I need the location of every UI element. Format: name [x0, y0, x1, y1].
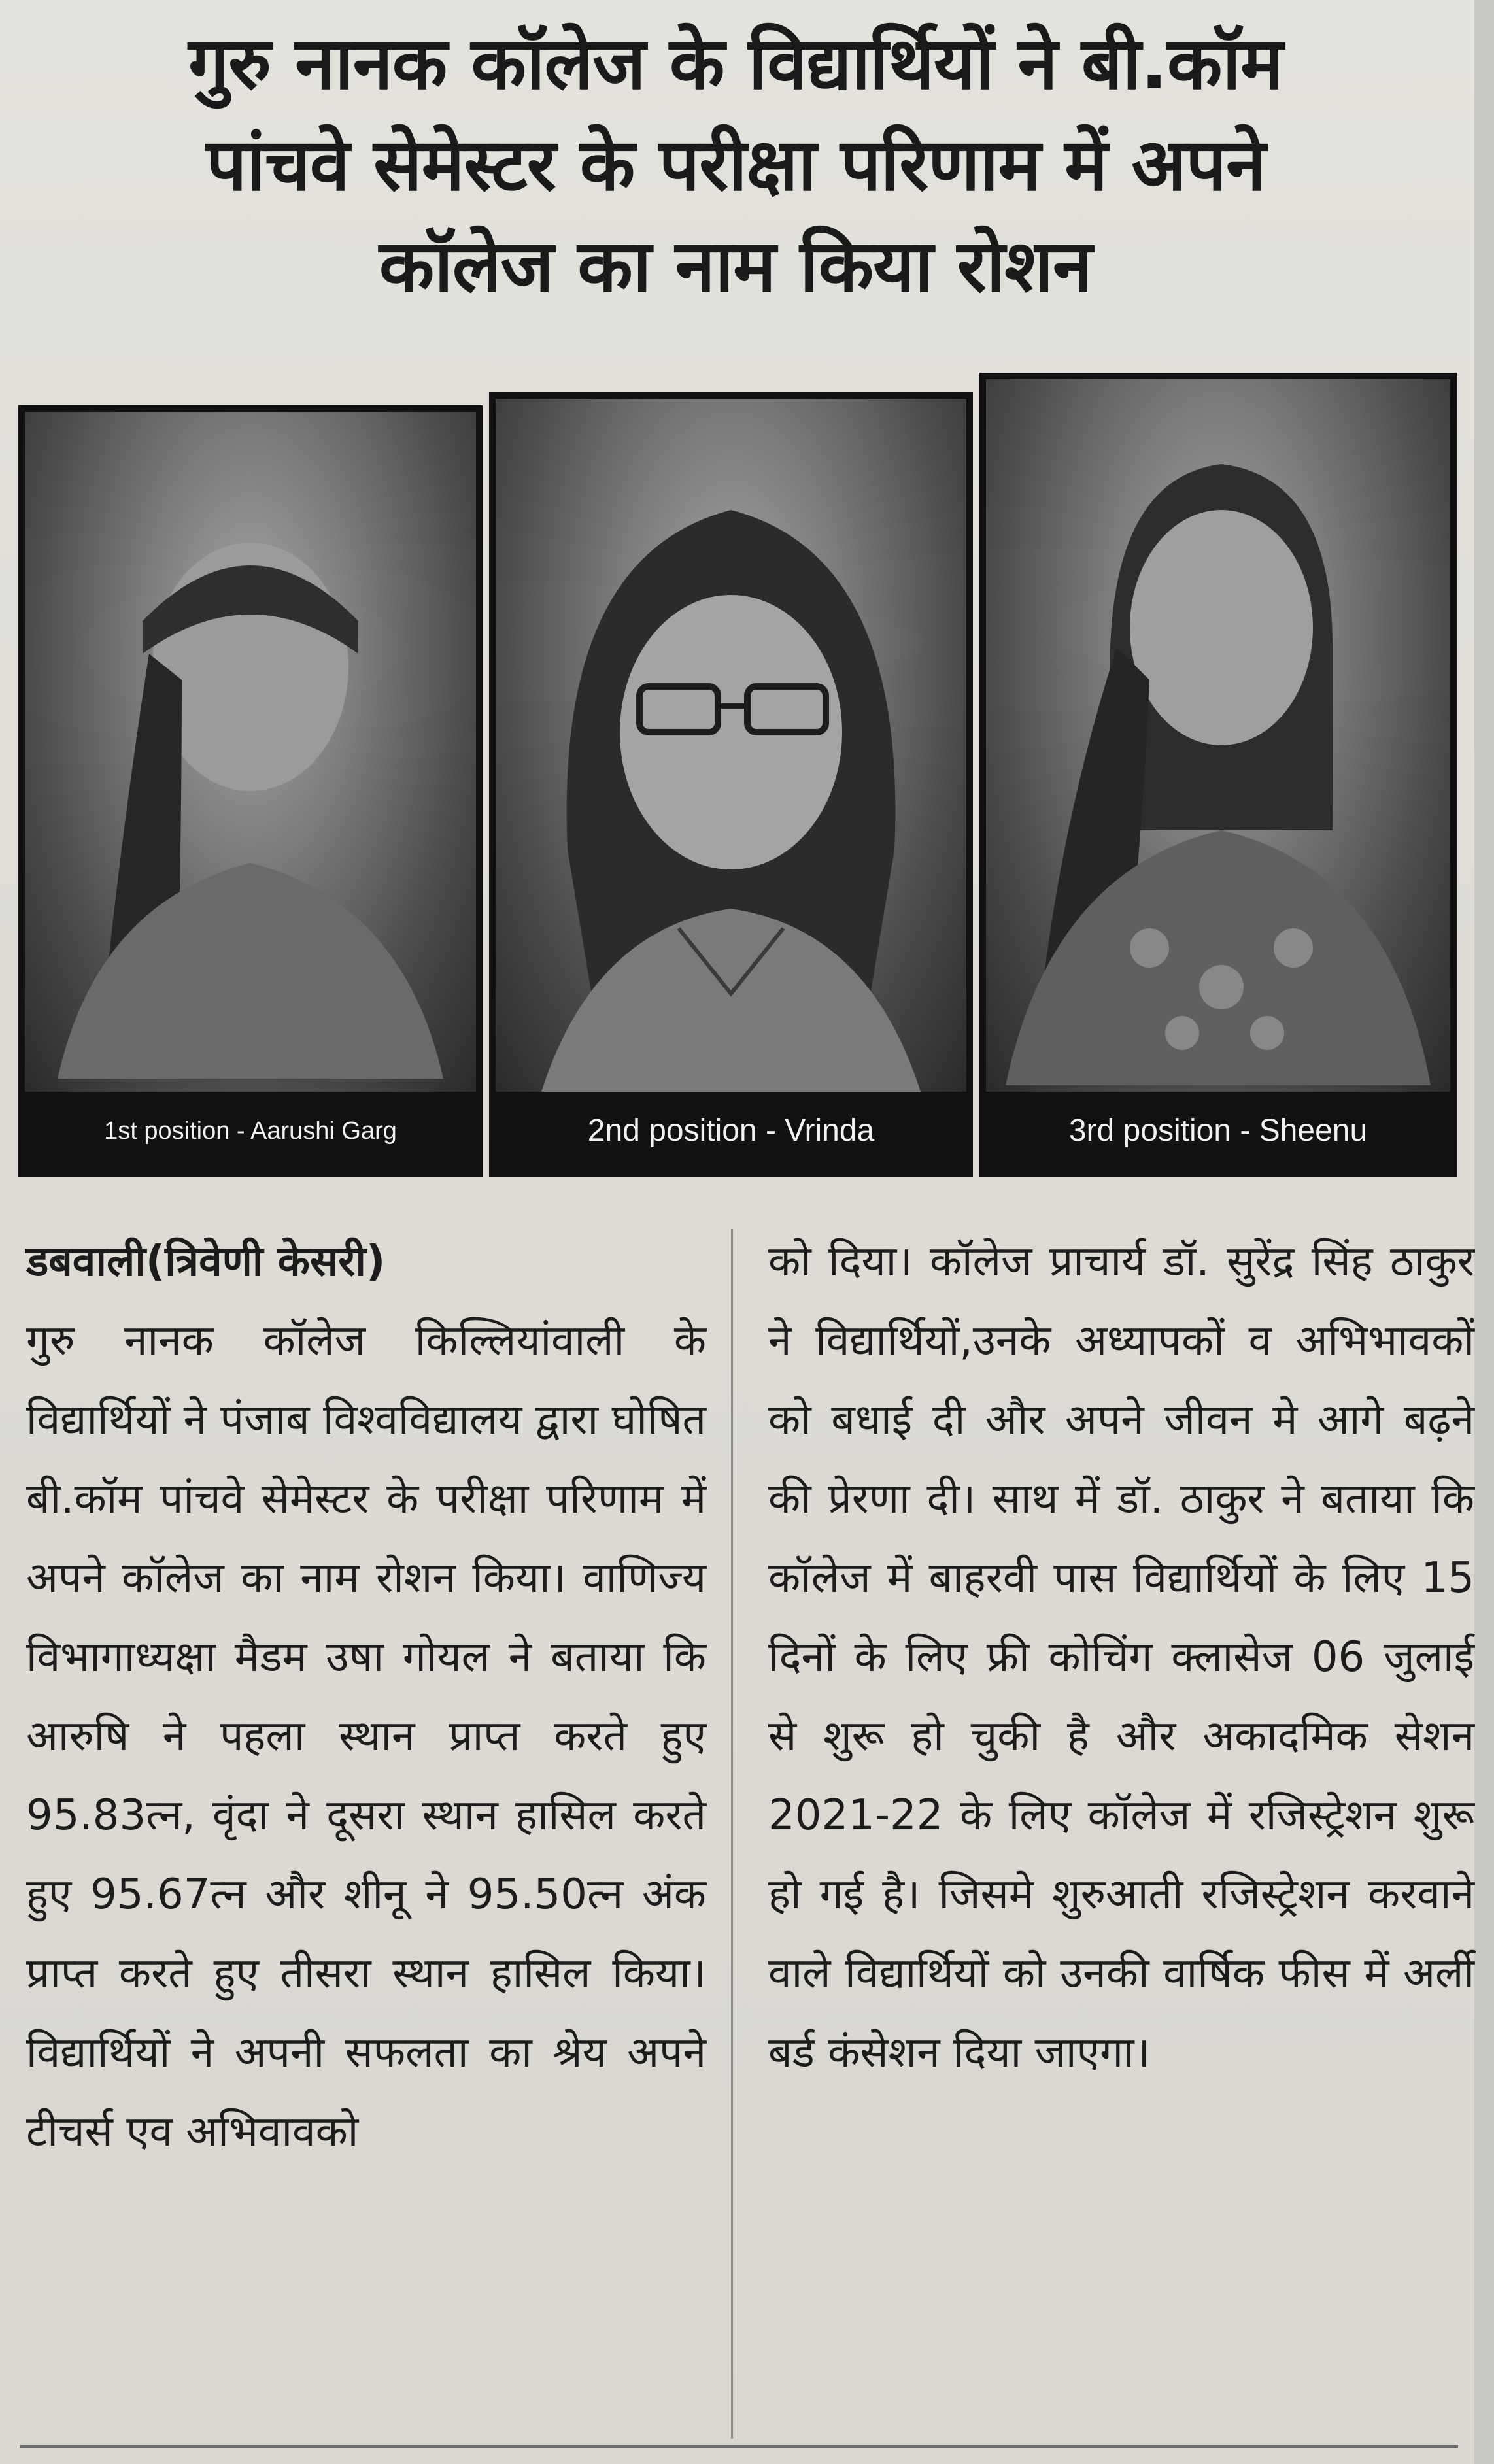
- headline-line-3: कॉलेज का नाम किया रोशन: [379, 224, 1093, 308]
- headline-line-1: गुरु नानक कॉलेज के विद्यार्थियों ने बी.कॉम: [188, 22, 1283, 105]
- page-edge: [1474, 0, 1494, 2464]
- column-divider: [731, 1229, 733, 2439]
- headline-line-2: पांचवे सेमेस्टर के परीक्षा परिणाम में अपने: [205, 123, 1266, 207]
- portrait-silhouette-1: [18, 405, 483, 1177]
- article-column-right: [768, 1223, 1474, 2093]
- photo-strip: [18, 353, 1457, 1203]
- caption-first-position: 1st position - Aarushi Garg: [104, 1117, 397, 1145]
- photo-second-position: [489, 392, 973, 1177]
- article-right-text: को दिया। कॉलेज प्राचार्य डॉ. सुरेंद्र सिंह ठाकुर ने विद्यार्थियों,उनके अध्यापकों व अभिभावकों को बधाई दी और अपने जीवन मे आगे बढ़ने की प्रेरणा दी। साथ में डॉ. ठाकुर ने बताया कि कॉलेज में बाहरवी पास विद्यार्थियों के लिए 15 दिनों के लिए फ्री कोचिंग क्लासेज 06 जुलाई से शुरू हो चुकी है और अकादमिक सेशन 2021-22 के लिए कॉलेज में रजिस्ट्रेशन शुरू हो गई है। जिसमे शुरुआती रजिस्ट्रेशन करवाने वाले विद्यार्थियों को उनकी वार्षिक फीस में अर्ली बर्ड कंसेशन दिया जाएगा।: [768, 1238, 1474, 2077]
- photo-first-position: [18, 405, 483, 1177]
- portrait-silhouette-2: [489, 392, 973, 1177]
- dateline: डबवाली(त्रिवेणी केसरी): [26, 1238, 386, 1286]
- article-left-text: गुरु नानक कॉलेज किल्लियांवाली के विद्यार्थियों ने पंजाब विश्वविद्यालय द्वारा घोषित बी.कॉम पांचवे सेमेस्टर के परीक्षा परिणाम में अपने कॉलेज का नाम रोशन किया। वाणिज्य विभागाध्यक्षा मैडम उषा गोयल ने बताया कि आरुषि ने पहला स्थान प्राप्त करते हुए 95.83त्न, वृंदा ने दूसरा स्थान हासिल करते हुए 95.67त्न और शीनू ने 95.50त्न अंक प्राप्त करते हुए तीसरा स्थान हासिल किया। विद्यार्थियों ने अपनी सफलता का श्रेय अपने टीचर्स एव अभिवावको: [26, 1317, 706, 2156]
- headline: [20, 13, 1452, 317]
- bottom-rule: [20, 2445, 1458, 2448]
- photo-third-position: [979, 373, 1457, 1177]
- portrait-silhouette-3: [979, 373, 1457, 1177]
- caption-second-position: 2nd position - Vrinda: [587, 1113, 875, 1148]
- caption-third-position: 3rd position - Sheenu: [1068, 1113, 1368, 1148]
- article-column-left: [26, 1223, 706, 2172]
